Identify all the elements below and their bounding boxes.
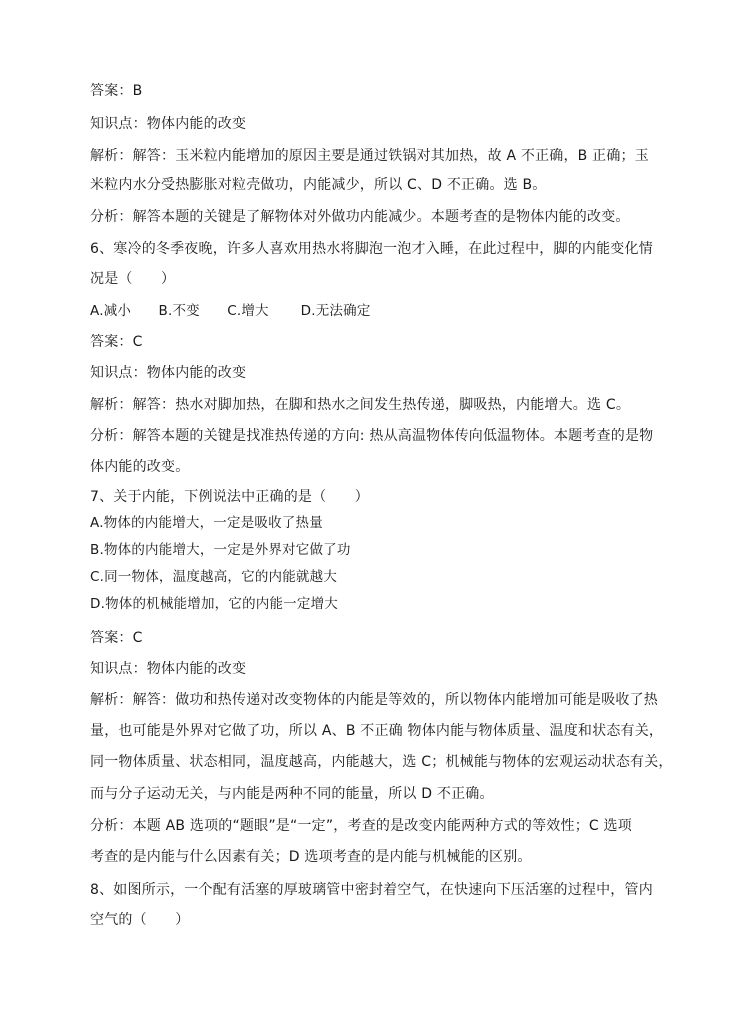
answer-7: 答案：C	[90, 630, 143, 646]
analysis-5-line-1: 解析：解答：玉米粒内能增加的原因主要是通过铁锅对其加热，故 A 不正确，B 正确；玉	[90, 148, 649, 164]
question-7-option-b: B.物体的内能增大，一定是外界对它做了功	[90, 542, 351, 558]
summary-6-line-2: 体内能的改变。	[90, 459, 190, 475]
question-8-line-2: 空气的（ ）	[90, 912, 190, 928]
analysis-5-line-2: 米粒内水分受热膨胀对粒壳做功，内能减少，所以 C、D 不正确。选 B。	[90, 177, 547, 193]
summary-7-line-2: 考查的是内能与什么因素有关；D 选项考查的是内能与机械能的区别。	[90, 849, 532, 865]
summary-5: 分析：解答本题的关键是了解物体对外做功内能减少。本题考查的是物体内能的改变。	[90, 209, 630, 225]
answer-5: 答案：B	[90, 83, 143, 99]
question-6-options: A.减小 B.不变 C.增大 D.无法确定	[90, 303, 371, 319]
question-8-line-1: 8、如图所示，一个配有活塞的厚玻璃管中密封着空气，在快速向下压活塞的过程中，管内	[90, 882, 653, 898]
analysis-7-line-1: 解析：解答：做功和热传递对改变物体的内能是等效的，所以物体内能增加可能是吸收了热	[90, 692, 658, 708]
answer-6: 答案：C	[90, 334, 143, 350]
knowledge-point-7: 知识点：物体内能的改变	[90, 661, 247, 677]
analysis-7-line-3: 同一物体质量、状态相同，温度越高，内能越大，选 C；机械能与物体的宏观运动状态有关，	[90, 754, 673, 770]
knowledge-point-6: 知识点：物体内能的改变	[90, 365, 247, 381]
question-6-line-1: 6、寒冷的冬季夜晚，许多人喜欢用热水将脚泡一泡才入睡，在此过程中，脚的内能变化情	[90, 241, 653, 257]
question-7-option-a: A.物体的内能增大，一定是吸收了热量	[90, 515, 323, 531]
summary-7-line-1: 分析：本题 AB 选项的“题眼”是“一定”，考查的是改变内能两种方式的等效性；C 选项	[90, 818, 632, 834]
analysis-7-line-4: 而与分子运动无关，与内能是两种不同的能量，所以 D 不正确。	[90, 786, 494, 802]
question-7-option-d: D.物体的机械能增加，它的内能一定增大	[90, 596, 338, 612]
question-6-line-2: 况是（ ）	[90, 271, 176, 287]
summary-6-line-1: 分析：解答本题的关键是找准热传递的方向: 热从高温物体传向低温物体。本题考查的是物	[90, 428, 654, 444]
question-7: 7、关于内能，下例说法中正确的是（ ）	[90, 489, 369, 505]
question-7-option-c: C.同一物体，温度越高，它的内能就越大	[90, 569, 338, 585]
analysis-6: 解析：解答：热水对脚加热，在脚和热水之间发生热传递，脚吸热，内能增大。选 C。	[90, 397, 631, 413]
analysis-7-line-2: 量，也可能是外界对它做了功，所以 A、B 不正确 物体内能与物体质量、温度和状态有关，	[90, 723, 664, 739]
knowledge-point-5: 知识点：物体内能的改变	[90, 116, 247, 132]
